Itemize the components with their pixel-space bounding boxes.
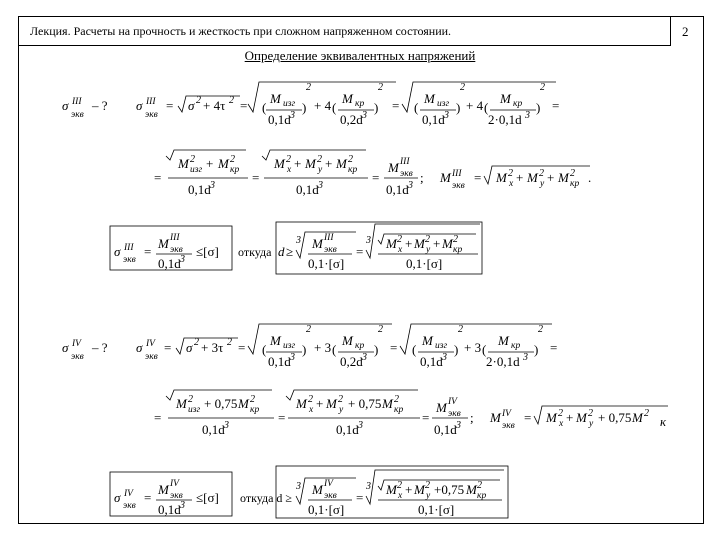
svg-text:3: 3 — [408, 180, 413, 191]
svg-text:экв: экв — [502, 421, 515, 431]
svg-text:кр: кр — [348, 165, 358, 175]
svg-text:3: 3 — [366, 481, 371, 492]
svg-text:откуда d ≥: откуда d ≥ — [240, 491, 293, 505]
svg-text:≤[σ]: ≤[σ] — [196, 244, 219, 259]
svg-text:3: 3 — [362, 352, 367, 363]
svg-text:III: III — [146, 97, 156, 107]
svg-text:3: 3 — [523, 352, 528, 363]
svg-text:III: III — [170, 233, 180, 243]
svg-text:M: M — [238, 396, 249, 411]
theory3-row2 — [154, 150, 591, 197]
svg-text:3: 3 — [224, 420, 229, 431]
svg-text:σ: σ — [62, 340, 69, 355]
svg-text:M: M — [500, 91, 511, 106]
svg-text:IV: IV — [448, 397, 457, 407]
svg-text:=: = — [238, 340, 246, 355]
svg-text:M: M — [414, 482, 425, 497]
svg-text:кр: кр — [477, 491, 487, 501]
svg-text:3: 3 — [444, 110, 449, 121]
svg-text:0,1d: 0,1d — [386, 182, 409, 197]
svg-text:2·0,1d: 2·0,1d — [488, 112, 522, 127]
svg-text:σ: σ — [114, 490, 121, 505]
svg-text:2: 2 — [394, 394, 399, 405]
svg-text:+: + — [547, 170, 555, 185]
svg-text:σ: σ — [186, 340, 193, 355]
svg-text:3: 3 — [525, 110, 530, 121]
svg-text:M: M — [342, 333, 353, 348]
svg-text:экв: экв — [145, 110, 158, 120]
svg-text:0,1d: 0,1d — [268, 354, 291, 369]
svg-text:2: 2 — [229, 95, 234, 106]
svg-text:2: 2 — [477, 480, 482, 491]
svg-text:2: 2 — [425, 234, 430, 245]
svg-text:экв: экв — [71, 352, 84, 362]
theory4-query — [62, 339, 108, 362]
svg-text:3: 3 — [362, 110, 367, 121]
svg-text:≤[σ]: ≤[σ] — [196, 490, 219, 505]
svg-text:M: M — [312, 236, 323, 251]
svg-text:=: = — [278, 410, 286, 425]
svg-text:экв: экв — [123, 501, 136, 511]
svg-text:(: ( — [482, 342, 487, 357]
svg-text:M: M — [442, 236, 453, 251]
svg-text:=: = — [474, 170, 482, 185]
svg-text:3: 3 — [366, 235, 371, 246]
svg-text:+ 3τ: + 3τ — [201, 340, 224, 355]
svg-text:экв: экв — [324, 245, 337, 255]
svg-text:M: M — [424, 91, 435, 106]
svg-text:=: = — [164, 340, 172, 355]
svg-text:+: + — [405, 236, 413, 251]
svg-text:M: M — [527, 170, 538, 185]
lecture-title: Лекция. Расчеты на прочность и жесткость при сложном напряженном состоянии. — [30, 24, 452, 38]
svg-text:=: = — [356, 490, 364, 505]
svg-text:+ 3: + 3 — [314, 340, 332, 355]
svg-text:0,1d: 0,1d — [188, 182, 211, 197]
svg-text:3: 3 — [318, 180, 323, 191]
svg-text:+: + — [325, 156, 333, 171]
svg-text:y: y — [540, 179, 545, 189]
svg-text:экв: экв — [145, 352, 158, 362]
svg-text:0,1d: 0,1d — [422, 112, 445, 127]
svg-text:M: M — [178, 156, 189, 171]
svg-text:σ: σ — [136, 340, 143, 355]
svg-text:M: M — [342, 91, 353, 106]
svg-text:III: III — [72, 97, 82, 107]
svg-text:изг: изг — [283, 341, 296, 351]
svg-text:M: M — [312, 482, 323, 497]
svg-text:y: y — [318, 165, 323, 175]
svg-text:изг: изг — [190, 165, 203, 175]
svg-text:+ 4: + 4 — [314, 98, 332, 113]
svg-text:кр: кр — [355, 341, 365, 351]
svg-text:d: d — [278, 244, 285, 259]
svg-text:экв: экв — [448, 409, 461, 419]
svg-text:=: = — [356, 244, 364, 259]
svg-text:=: = — [392, 98, 400, 113]
svg-text:2: 2 — [588, 408, 593, 419]
svg-text:2: 2 — [338, 394, 343, 405]
svg-text:2: 2 — [378, 324, 383, 335]
svg-text:x: x — [559, 419, 564, 429]
svg-text:3: 3 — [180, 254, 185, 265]
svg-text:M: M — [336, 156, 347, 171]
svg-text:2: 2 — [306, 324, 311, 335]
svg-text:0,1d: 0,1d — [434, 422, 457, 437]
svg-text:2: 2 — [286, 154, 291, 165]
svg-text:): ) — [534, 342, 539, 357]
svg-text:+: + — [516, 170, 524, 185]
svg-text:III: III — [124, 243, 134, 253]
svg-text:2: 2 — [348, 154, 353, 165]
svg-text:2: 2 — [558, 408, 563, 419]
svg-text:M: M — [158, 482, 169, 497]
svg-text:2: 2 — [644, 408, 649, 419]
svg-text:2: 2 — [230, 154, 235, 165]
svg-text:0,1·[σ]: 0,1·[σ] — [308, 256, 345, 271]
svg-text:): ) — [454, 342, 459, 357]
svg-text:M: M — [386, 236, 397, 251]
svg-text:+0,75: +0,75 — [434, 482, 465, 497]
svg-text:+ 4: + 4 — [466, 98, 484, 113]
svg-text:=: = — [154, 170, 162, 185]
svg-text:0,1·[σ]: 0,1·[σ] — [308, 502, 345, 517]
svg-text:(: ( — [262, 100, 267, 115]
svg-text:x: x — [398, 245, 403, 255]
svg-text:2: 2 — [397, 480, 402, 491]
svg-text:M: M — [274, 156, 285, 171]
svg-text:0,1·[σ]: 0,1·[σ] — [418, 502, 455, 517]
svg-text:2: 2 — [306, 82, 311, 93]
svg-text:2: 2 — [196, 95, 201, 106]
svg-text:3: 3 — [456, 420, 461, 431]
svg-text:y: y — [589, 419, 594, 429]
svg-text:): ) — [456, 100, 461, 115]
svg-text:3: 3 — [296, 481, 301, 492]
svg-text:2: 2 — [378, 82, 383, 93]
svg-text:+ 0,75: + 0,75 — [348, 396, 382, 411]
svg-text:2: 2 — [425, 480, 430, 491]
svg-text:+ 0,75: + 0,75 — [598, 410, 632, 425]
svg-text:экв: экв — [452, 181, 465, 191]
svg-text:M: M — [546, 410, 557, 425]
svg-text:3: 3 — [442, 352, 447, 363]
svg-text:M: M — [218, 156, 229, 171]
svg-text:+: + — [433, 236, 441, 251]
svg-text:0,2d: 0,2d — [340, 354, 363, 369]
svg-text:0,1d: 0,1d — [158, 256, 181, 271]
svg-text:): ) — [302, 342, 307, 357]
svg-text:2: 2 — [540, 82, 545, 93]
svg-text:(: ( — [332, 342, 337, 357]
svg-text:;: ; — [420, 170, 424, 185]
svg-text:IV: IV — [146, 339, 155, 349]
svg-text:σ: σ — [62, 98, 69, 113]
svg-text:0,2d: 0,2d — [340, 112, 363, 127]
svg-text:3: 3 — [290, 110, 295, 121]
svg-text:=: = — [154, 410, 162, 425]
svg-text:экв: экв — [324, 491, 337, 501]
svg-text:M: M — [414, 236, 425, 251]
svg-text:III: III — [400, 157, 410, 167]
svg-text:0,1d: 0,1d — [336, 422, 359, 437]
theory3-row3 — [110, 222, 482, 274]
svg-text:2: 2 — [397, 234, 402, 245]
svg-text:;: ; — [470, 410, 474, 425]
svg-text:M: M — [382, 396, 393, 411]
svg-text:изг: изг — [188, 405, 201, 415]
svg-text:2: 2 — [538, 324, 543, 335]
svg-text:кр: кр — [230, 165, 240, 175]
svg-text:σ: σ — [136, 98, 143, 113]
svg-text:(: ( — [484, 100, 489, 115]
svg-text:IV: IV — [124, 489, 133, 499]
svg-text:x: x — [398, 491, 403, 501]
svg-text:(: ( — [414, 100, 419, 115]
svg-text:=: = — [144, 490, 152, 505]
svg-text:3: 3 — [180, 500, 185, 511]
svg-text:M: M — [466, 482, 477, 497]
svg-text:σ: σ — [114, 244, 121, 259]
svg-text:M: M — [632, 410, 643, 425]
svg-text:σ: σ — [188, 98, 195, 113]
svg-text:y: y — [339, 405, 344, 415]
svg-text:IV: IV — [72, 339, 81, 349]
svg-text:0,1d: 0,1d — [420, 354, 443, 369]
svg-text:экв: экв — [71, 110, 84, 120]
svg-text:=: = — [240, 98, 248, 113]
svg-text:(: ( — [412, 342, 417, 357]
svg-text:IV: IV — [324, 479, 333, 489]
svg-text:(: ( — [332, 100, 337, 115]
svg-text:+ 0,75: + 0,75 — [204, 396, 238, 411]
svg-text:+: + — [566, 410, 574, 425]
svg-text:2: 2 — [188, 394, 193, 405]
svg-text:2: 2 — [539, 168, 544, 179]
svg-text:2: 2 — [194, 337, 199, 348]
svg-text:3: 3 — [210, 180, 215, 191]
svg-text:+ 4τ: + 4τ — [203, 98, 226, 113]
svg-text:– ?: – ? — [92, 98, 108, 113]
svg-text:M: M — [440, 170, 451, 185]
svg-text:2: 2 — [460, 82, 465, 93]
svg-text:M: M — [498, 333, 509, 348]
svg-text:x: x — [287, 165, 292, 175]
svg-text:+: + — [294, 156, 302, 171]
svg-text:2·0,1d: 2·0,1d — [486, 354, 520, 369]
svg-text:=: = — [422, 410, 430, 425]
svg-text:=: = — [552, 98, 560, 113]
svg-text:(: ( — [262, 342, 267, 357]
svg-text:x: x — [309, 405, 314, 415]
svg-text:IV: IV — [170, 479, 179, 489]
svg-text:изг: изг — [283, 99, 296, 109]
svg-text:M: M — [496, 170, 507, 185]
svg-text:M: M — [576, 410, 587, 425]
svg-text:M: M — [270, 333, 281, 348]
svg-text:0,1d: 0,1d — [202, 422, 225, 437]
svg-text:=: = — [252, 170, 260, 185]
svg-text:=: = — [390, 340, 398, 355]
svg-text:2: 2 — [250, 394, 255, 405]
svg-text:=: = — [550, 340, 558, 355]
section-title: Определение эквивалентных напряжений — [244, 48, 476, 63]
svg-text:M: M — [270, 91, 281, 106]
svg-text:0,1·[σ]: 0,1·[σ] — [406, 256, 443, 271]
svg-text:=: = — [524, 410, 532, 425]
svg-text:2: 2 — [317, 154, 322, 165]
theory3-row1 — [136, 82, 559, 127]
svg-text:экв: экв — [400, 169, 413, 179]
svg-text:2: 2 — [570, 168, 575, 179]
svg-text:откуда: откуда — [238, 245, 272, 259]
svg-text:y: y — [426, 245, 431, 255]
svg-text:III: III — [452, 169, 462, 179]
svg-text:M: M — [296, 396, 307, 411]
theory4-row3 — [110, 466, 508, 518]
svg-text:– ?: – ? — [92, 340, 108, 355]
svg-text:M: M — [326, 396, 337, 411]
svg-text:+: + — [316, 396, 324, 411]
svg-text:3: 3 — [358, 420, 363, 431]
svg-text:2: 2 — [508, 168, 513, 179]
svg-text:2: 2 — [190, 154, 195, 165]
theory4-row1 — [136, 324, 557, 369]
svg-text:M: M — [388, 160, 399, 175]
svg-text:2: 2 — [458, 324, 463, 335]
svg-text:III: III — [324, 233, 334, 243]
svg-text:=: = — [144, 244, 152, 259]
svg-text:+: + — [405, 482, 413, 497]
svg-text:M: M — [158, 236, 169, 251]
svg-text:=: = — [372, 170, 380, 185]
svg-text:кр: кр — [513, 99, 523, 109]
svg-text:изг: изг — [437, 99, 450, 109]
svg-text:M: M — [386, 482, 397, 497]
svg-text:2: 2 — [227, 337, 232, 348]
svg-text:кр: кр — [250, 405, 260, 415]
svg-text:кр: кр — [511, 341, 521, 351]
theory4-row2 — [154, 390, 668, 437]
svg-text:+ 3: + 3 — [464, 340, 482, 355]
svg-text:M: M — [176, 396, 187, 411]
svg-text:M: M — [558, 170, 569, 185]
svg-text:M: M — [490, 410, 501, 425]
svg-text:кр: кр — [394, 405, 404, 415]
svg-text:кр: кр — [355, 99, 365, 109]
svg-text:экв: экв — [170, 491, 183, 501]
svg-text:0,1d: 0,1d — [158, 502, 181, 517]
svg-text:изг: изг — [435, 341, 448, 351]
svg-text:экв: экв — [123, 255, 136, 265]
svg-text:): ) — [374, 342, 379, 357]
svg-text:): ) — [302, 100, 307, 115]
svg-text:кр: кр — [570, 179, 580, 189]
svg-text:IV: IV — [502, 409, 511, 419]
svg-text:): ) — [536, 100, 541, 115]
svg-text:+: + — [206, 156, 214, 171]
svg-text:.: . — [588, 170, 592, 185]
svg-text:M: M — [422, 333, 433, 348]
svg-text:кр: кр — [453, 245, 463, 255]
svg-text:x: x — [509, 179, 514, 189]
svg-text:2: 2 — [453, 234, 458, 245]
svg-text:3: 3 — [296, 235, 301, 246]
svg-text:экв: экв — [170, 245, 183, 255]
svg-text:3: 3 — [290, 352, 295, 363]
svg-text:M: M — [305, 156, 316, 171]
page-number: 2 — [682, 24, 689, 39]
theory3-query — [62, 97, 108, 120]
svg-text:0,1d: 0,1d — [268, 112, 291, 127]
svg-text:): ) — [374, 100, 379, 115]
svg-text:M: M — [436, 400, 447, 415]
svg-text:к: к — [660, 414, 667, 429]
svg-text:≥: ≥ — [286, 244, 294, 259]
svg-text:=: = — [166, 98, 174, 113]
svg-text:y: y — [426, 491, 431, 501]
svg-text:0,1d: 0,1d — [296, 182, 319, 197]
svg-text:2: 2 — [308, 394, 313, 405]
